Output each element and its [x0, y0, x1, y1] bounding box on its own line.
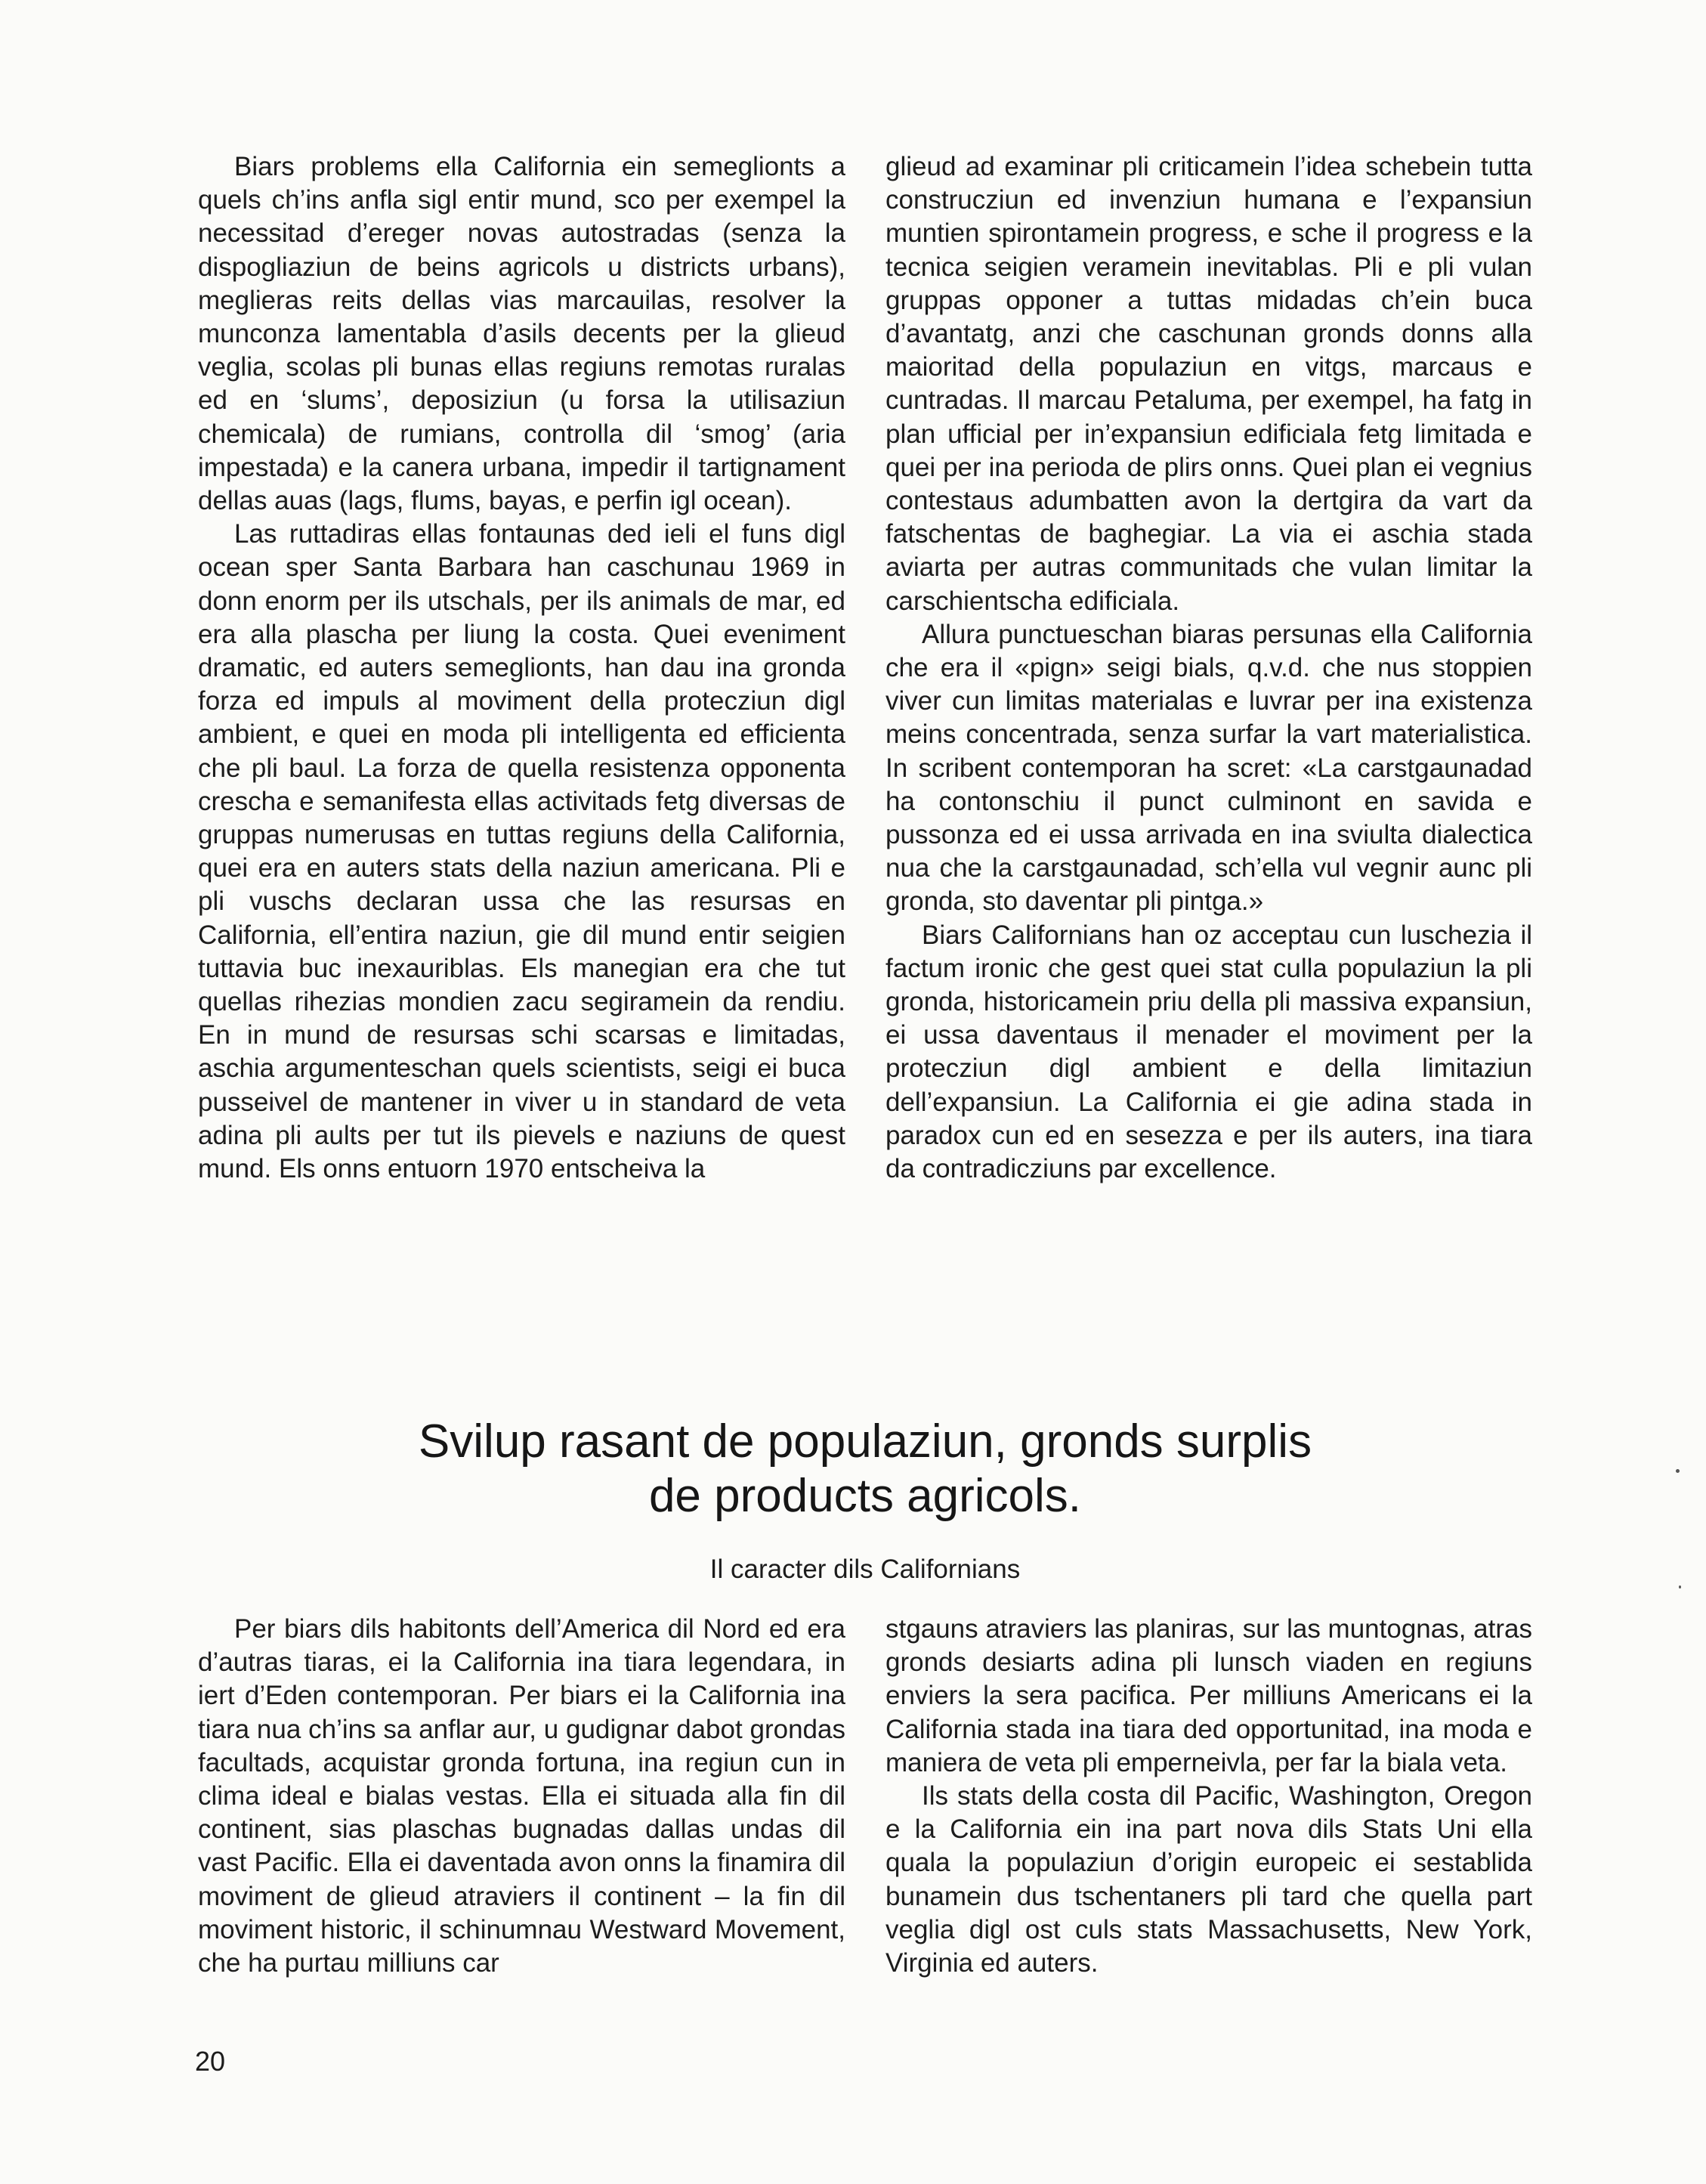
- page-number: 20: [195, 2046, 226, 2077]
- paragraph: stgauns atraviers las planiras, sur las muntognas, atras gronds desiarts adina pli lunsch viaden en regiuns enviers la sera pacifica. Per milliuns Americans ei la California stada ina tiara ded opportunitad, ina moda e maniera de veta pli emperneivla, per far la biala veta.: [885, 1614, 1532, 1777]
- scan-speck: [1679, 1585, 1681, 1589]
- text-column-bottom-left: [198, 1613, 845, 1980]
- paragraph: Biars Californians han oz acceptau cun luschezia il factum ironic che gest quei stat culla populaziun la pli gronda, historicamein priu della pli massiva expansiun, ei ussa daventaus il menader el moviment per la protecziun digl ambient e della limitaziun dell’expansiun. La California ei gie adina stada in paradox cun ed en sesezza e per ils auters, ina tiara da contradicziuns par excellence.: [885, 920, 1532, 1184]
- section-title-line-1: Svilup rasant de populaziun, gronds surplis: [418, 1415, 1312, 1468]
- text-column-bottom-right: [885, 1613, 1532, 1980]
- scan-speck: [1676, 1469, 1680, 1473]
- paragraph: Las ruttadiras ellas fontaunas ded ieli el funs digl ocean sper Santa Barbara han caschunau 1969 in donn enorm per ils utschals, per ils animals de mar, ed era alla plascha per liung la costa. Quei eveniment dramatic, ed auters semeglionts, han dau ina gronda forza ed impuls al moviment della protecziun digl ambient, e quei en moda pli intelligenta ed efficienta che pli baul. La forza de quella resistenza opponenta crescha e semanifesta ellas activitads fetg diversas de gruppas numerusas en tuttas regiuns della California, quei era en auters stats della naziun americana. Pli e pli vuschs declaran ussa che las resursas en California, ell’entira naziun, gie dil mund entir seigien tuttavia buc inexauriblas. Els manegian era che tut quellas rihezias mondien zacu segiramein da rendiu. En in mund de resursas schi scarsas e limitadas, aschia argumenteschan quels scientists, seigi ei buca pusseivel de mantener in viver u in standard de veta adina pli aults per tut ils pievels e naziuns de quest mund. Els onns entuorn 1970 entscheiva la: [198, 519, 845, 1184]
- text-column-top-right: [885, 150, 1532, 1186]
- text-column-top-left: [198, 150, 845, 1186]
- paragraph: Biars problems ella California ein semeglionts a quels ch’ins anfla sigl entir mund, sco per exempel la necessitad d’ereger novas autostradas (senza la dispogliaziun de beins agricols u districts urbans), meglieras reits dellas vias marcauilas, resolver la munconza lamentabla d’asils decents per la glieud veglia, scolas pli bunas ellas regiuns remotas ruralas ed en ‘slums’, deposiziun (u forsa la utilisaziun chemicala) de rumians, controlla dil ‘smog’ (aria impestada) e la canera urbana, impedir il tartignament dellas auas (lags, flums, bayas, e perfin igl ocean).: [198, 152, 845, 516]
- paragraph: Per biars dils habitonts dell’America dil Nord ed era d’autras tiaras, ei la California ina tiara legendara, in iert d’Eden contemporan. Per biars ei la California ina tiara nua ch’ins sa anflar aur, u gudignar dabot grondas facultads, acquistar gronda fortuna, ina regiun cun in clima ideal e bialas vestas. Ella ei situada alla fin dil continent, sias plaschas bugnadas dallas undas dil vast Pacific. Ella ei daventada avon onns la finamira dil moviment de glieud atraviers il continent – la fin dil moviment historic, il schinumnau Westward Movement, che ha purtau milliuns car: [198, 1614, 845, 1978]
- section-title: [189, 1415, 1541, 1524]
- paragraph: Ils stats della costa dil Pacific, Washington, Oregon e la California ein ina part nova dils Stats Uni ella quala la populaziun d’origin europeic ei sestablida bunamein dus tschentaners pli tard che quella part veglia digl ost culs stats Massachusetts, New York, Virginia ed auters.: [885, 1781, 1532, 1978]
- section-subtitle: Il caracter dils Californians: [709, 1554, 1021, 1584]
- paragraph: Allura punctueschan biaras persunas ella California che era il «pign» seigi bials, q.v.d. che nus stoppien viver cun limitas materialas e luvrar per ina existenza meins concentrada, senza surfar la vart materialistica. In scribent contemporan ha scret: «La carstgaunadad ha contonschiu il punct culminont en savida e pussonza ed ei ussa arrivada en ina sviulta dialectica nua che la carstgaunadad, sch’ella vul vegnir aunc pli gronda, sto daventar pli pintga.»: [885, 619, 1532, 917]
- section-title-line-2: de products agricols.: [648, 1470, 1082, 1522]
- paragraph: glieud ad examinar pli criticamein l’idea schebein tutta construcziun ed invenziun humana e l’expansiun muntien spirontamein progress, e sche il progress e la tecnica seigien veramein inevitablas. Pli e pli vulan gruppas opponer a tuttas midadas ch’ein buca d’avantatg, anzi che caschunan gronds donns alla maioritad della populaziun en vitgs, marcaus e cuntradas. Il marcau Petaluma, per exempel, ha fatg in plan ufficial per in’expansiun edificiala fetg limitada e quei per ina perioda de plirs onns. Quei plan ei vegnius contestaus adumbatten avon la dertgira da vart da fatschentas de baghegiar. La via ei aschia stada aviarta per autras communitads che vulan limitar la carschientscha edificiala.: [885, 152, 1532, 616]
